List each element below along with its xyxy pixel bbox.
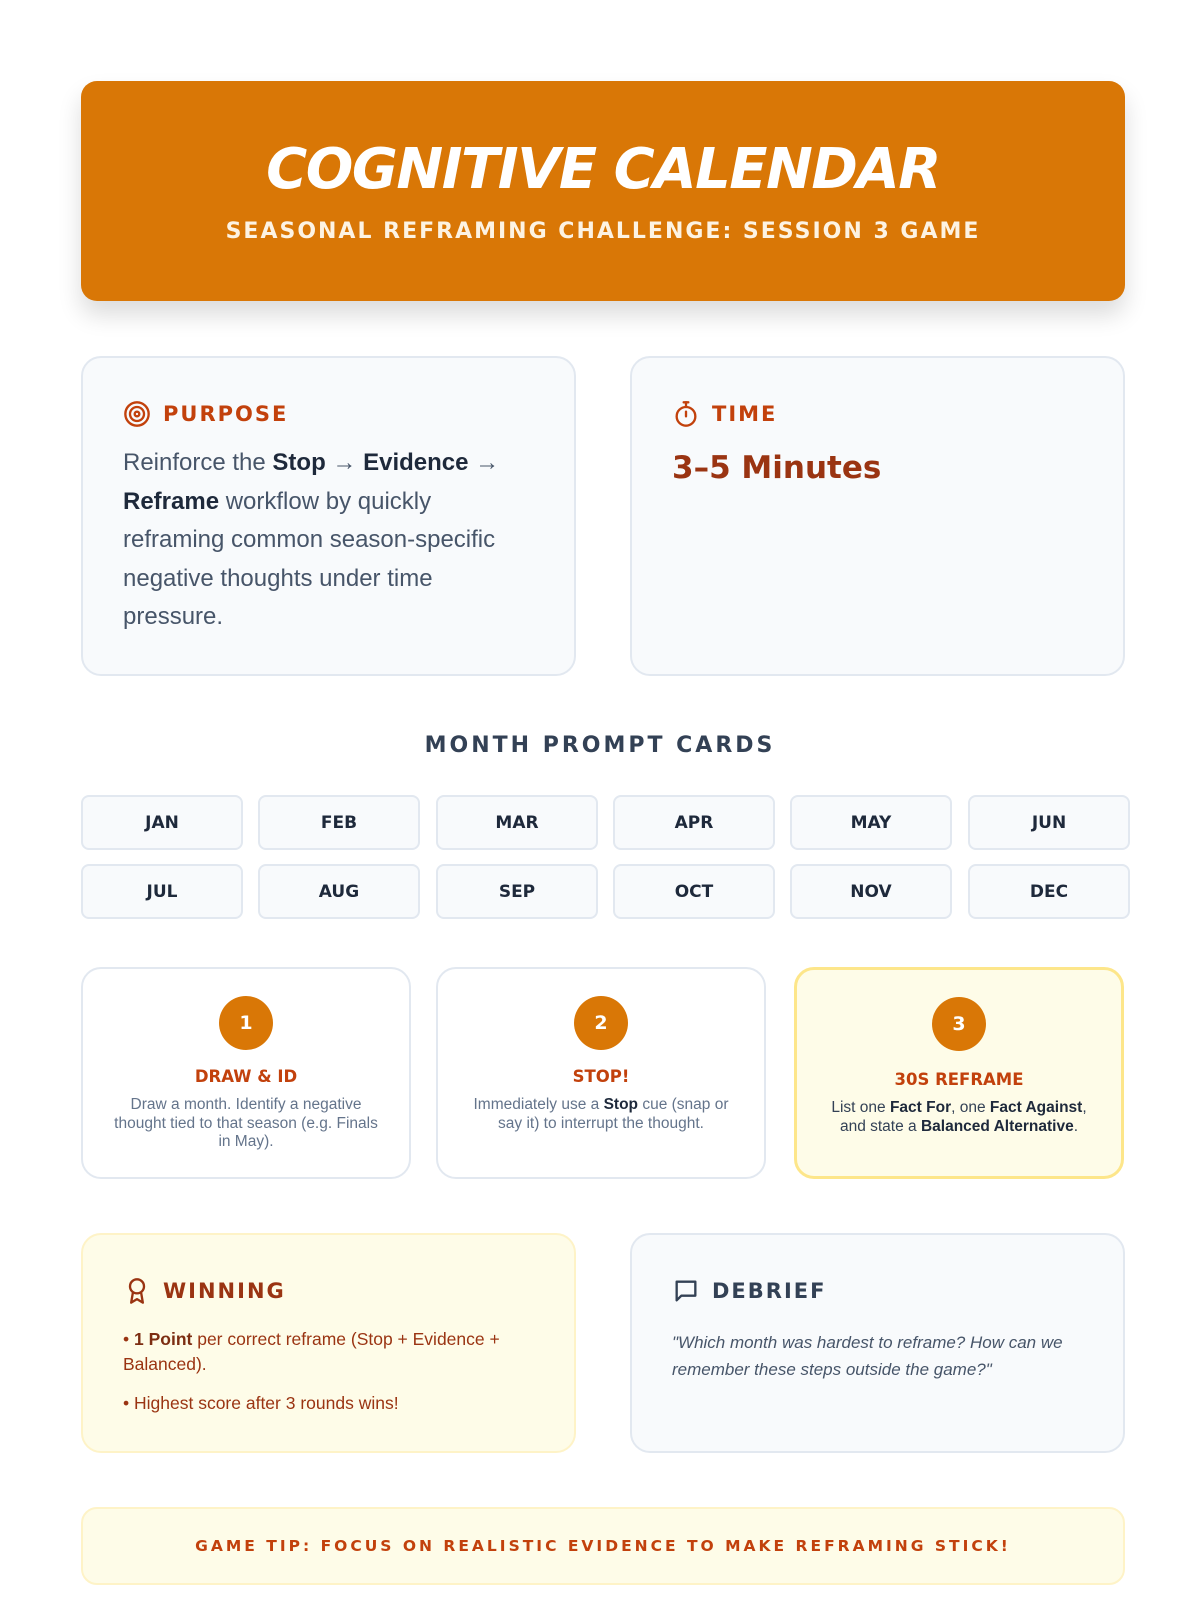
page-subtitle: SEASONAL REFRAMING CHALLENGE: SESSION 3 GAME xyxy=(225,219,981,244)
month-card-sep[interactable]: SEP xyxy=(436,864,598,919)
debrief-card xyxy=(630,1233,1125,1453)
month-card-apr[interactable]: APR xyxy=(613,795,775,850)
purpose-text: Reinforce the Stop → Evidence → Reframe workflow by quickly reframing common season-specific negative thoughts under time pressure. xyxy=(123,449,500,630)
purpose-label: PURPOSE xyxy=(163,402,289,426)
speech-bubble-icon xyxy=(672,1277,700,1305)
time-card xyxy=(630,356,1125,676)
step-title: STOP! xyxy=(572,1067,630,1086)
month-card-jan[interactable]: JAN xyxy=(81,795,243,850)
award-ribbon-icon xyxy=(123,1277,151,1305)
month-cards-heading: MONTH PROMPT CARDS xyxy=(424,733,776,758)
time-label: TIME xyxy=(712,402,778,426)
step-number-badge: 1 xyxy=(219,996,273,1050)
step-card-1 xyxy=(81,967,411,1179)
month-card-oct[interactable]: OCT xyxy=(613,864,775,919)
month-card-nov[interactable]: NOV xyxy=(790,864,952,919)
list-item: • 1 Point per correct reframe (Stop + Evidence + Balanced). xyxy=(123,1329,500,1374)
page-title: COGNITIVE CALENDAR xyxy=(266,137,940,202)
month-card-feb[interactable]: FEB xyxy=(258,795,420,850)
month-card-aug[interactable]: AUG xyxy=(258,864,420,919)
month-card-dec[interactable]: DEC xyxy=(968,864,1130,919)
step-title: DRAW & ID xyxy=(194,1067,298,1086)
step-number-badge: 3 xyxy=(932,997,986,1051)
winning-label: WINNING xyxy=(163,1279,286,1303)
winning-card xyxy=(81,1233,576,1453)
month-card-jun[interactable]: JUN xyxy=(968,795,1130,850)
step-card-2 xyxy=(436,967,766,1179)
month-card-mar[interactable]: MAR xyxy=(436,795,598,850)
step-title: 30S REFRAME xyxy=(894,1070,1024,1089)
purpose-card xyxy=(81,356,576,676)
step-description: List one Fact For, one Fact Against, and state a Balanced Alternative. xyxy=(831,1099,1087,1135)
month-card-may[interactable]: MAY xyxy=(790,795,952,850)
header-banner xyxy=(81,81,1125,301)
winning-rules xyxy=(123,1327,533,1430)
list-item: • Highest score after 3 rounds wins! xyxy=(123,1393,399,1413)
step-card-3 xyxy=(794,967,1124,1179)
month-card-jul[interactable]: JUL xyxy=(81,864,243,919)
game-tip-banner: GAME TIP: FOCUS ON REALISTIC EVIDENCE TO MAKE REFRAMING STICK! xyxy=(81,1507,1125,1585)
debrief-question: "Which month was hardest to reframe? How can we remember these steps outside the game?" xyxy=(672,1333,1063,1379)
debrief-label: DEBRIEF xyxy=(712,1279,827,1303)
target-icon xyxy=(123,400,151,428)
time-value: 3–5 Minutes xyxy=(672,450,882,486)
step-description: Draw a month. Identify a negative thought tied to that season (e.g. Finals in May). xyxy=(114,1096,378,1150)
step-description: Immediately use a Stop cue (snap or say it) to interrupt the thought. xyxy=(473,1096,729,1132)
stopwatch-icon xyxy=(672,400,700,428)
step-number-badge: 2 xyxy=(574,996,628,1050)
